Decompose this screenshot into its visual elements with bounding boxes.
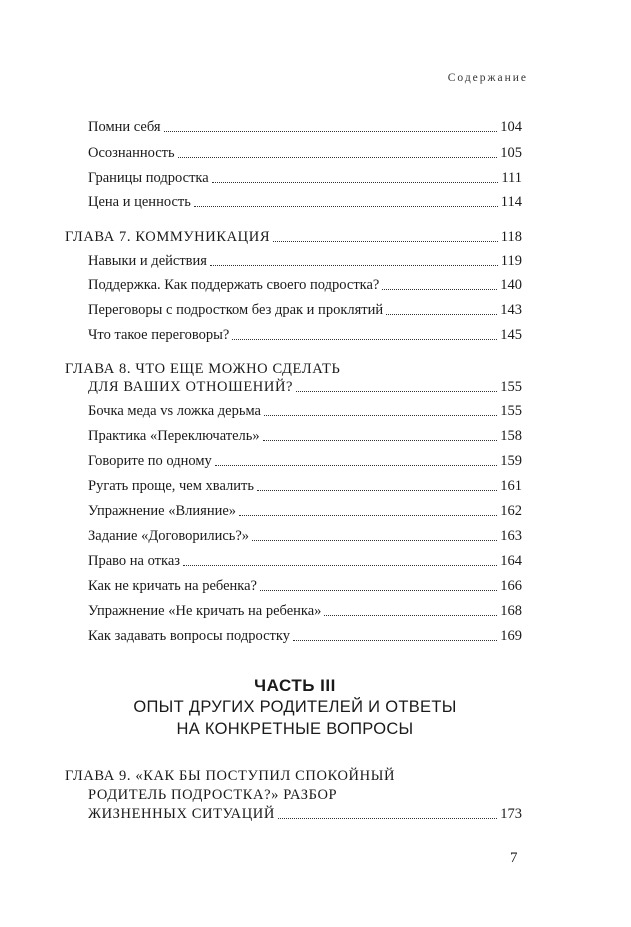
toc-entry-title: Как задавать вопросы подростку [88, 628, 290, 644]
toc-entry-page: 169 [500, 628, 522, 644]
toc-entry[interactable] [88, 169, 522, 187]
running-head: Содержание [447, 72, 528, 84]
chapter-page: 173 [500, 806, 522, 822]
leader-dots [273, 240, 498, 242]
toc-entry-title: Говорите по одному [88, 453, 212, 469]
toc-entry[interactable] [88, 326, 522, 344]
leader-dots [263, 439, 498, 441]
part-title-line2: НА КОНКРЕТНЫЕ ВОПРОСЫ [176, 720, 414, 738]
toc-entry-page: 166 [500, 578, 522, 594]
toc-entry-page: 104 [500, 119, 522, 135]
leader-dots [386, 313, 497, 315]
leader-dots [194, 205, 498, 207]
toc-chapter-8[interactable] [88, 378, 522, 396]
leader-dots [232, 338, 497, 340]
leader-dots [212, 181, 499, 183]
toc-chapter-9[interactable] [88, 805, 522, 823]
toc-entry-title: Помни себя [88, 119, 161, 135]
toc-entry[interactable] [88, 552, 522, 570]
toc-entry-title: Навыки и действия [88, 253, 207, 269]
leader-dots [264, 414, 497, 416]
leader-dots [296, 390, 497, 392]
toc-entry-page: 168 [500, 603, 522, 619]
leader-dots [215, 464, 497, 466]
chapter-9-title-line1[interactable]: ГЛАВА 9. «КАК БЫ ПОСТУПИЛ СПОКОЙНЫЙ [65, 768, 396, 784]
toc-entry[interactable] [88, 118, 522, 136]
leader-dots [252, 539, 497, 541]
chapter-page: 118 [500, 229, 522, 245]
toc-entry[interactable] [88, 301, 522, 319]
toc-entry-title: Право на отказ [88, 553, 180, 569]
leader-dots [178, 156, 498, 158]
leader-dots [324, 614, 497, 616]
toc-entry[interactable] [88, 427, 522, 445]
toc-entry-page: 105 [500, 145, 522, 161]
toc-entry-page: 162 [500, 503, 522, 519]
toc-entry-page: 140 [500, 277, 522, 293]
toc-entry-title: Цена и ценность [88, 194, 191, 210]
toc-entry-page: 145 [500, 327, 522, 343]
leader-dots [382, 288, 497, 290]
toc-entry[interactable] [88, 577, 522, 595]
toc-entry-title: Задание «Договорились?» [88, 528, 250, 544]
part-number: ЧАСТЬ III [254, 676, 336, 695]
chapter-title: ГЛАВА 7. КОММУНИКАЦИЯ [65, 229, 271, 245]
toc-entry-page: 114 [500, 194, 522, 210]
chapter-title: ЖИЗНЕННЫХ СИТУАЦИЙ [88, 806, 275, 822]
chapter-8-title-line1[interactable]: ГЛАВА 8. ЧТО ЕЩЕ МОЖНО СДЕЛАТЬ [65, 361, 341, 377]
toc-entry-page: 111 [501, 170, 522, 186]
chapter-9-title-line2[interactable]: РОДИТЕЛЬ ПОДРОСТКА?» РАЗБОР [88, 787, 338, 803]
chapter-page: 155 [500, 379, 522, 395]
chapter-title: ДЛЯ ВАШИХ ОТНОШЕНИЙ? [88, 379, 294, 395]
toc-entry[interactable] [88, 502, 522, 520]
toc-entry[interactable] [88, 144, 522, 162]
toc-entry[interactable] [88, 527, 522, 545]
toc-entry-page: 119 [500, 253, 522, 269]
toc-entry-title: Упражнение «Не кричать на ребенка» [88, 603, 322, 619]
toc-entry-page: 155 [500, 403, 522, 419]
leader-dots [257, 489, 497, 491]
page-number: 7 [510, 850, 518, 866]
leader-dots [210, 264, 498, 266]
toc-entry-page: 161 [500, 478, 522, 494]
leader-dots [239, 514, 497, 516]
toc-entry-page: 164 [500, 553, 522, 569]
toc-entry[interactable] [88, 627, 522, 645]
toc-entry-title: Границы подростка [88, 170, 209, 186]
leader-dots [293, 639, 497, 641]
toc-chapter-7[interactable] [65, 228, 522, 246]
toc-entry-page: 158 [500, 428, 522, 444]
toc-entry-title: Ругать проще, чем хвалить [88, 478, 254, 494]
toc-entry[interactable] [88, 276, 522, 294]
toc-entry[interactable] [88, 252, 522, 270]
part-title-line1: ОПЫТ ДРУГИХ РОДИТЕЛЕЙ И ОТВЕТЫ [133, 698, 457, 716]
toc-entry[interactable] [88, 402, 522, 420]
leader-dots [278, 817, 497, 819]
toc-entry-page: 159 [500, 453, 522, 469]
toc-entry[interactable] [88, 602, 522, 620]
leader-dots [183, 564, 497, 566]
toc-entry-title: Как не кричать на ребенка? [88, 578, 257, 594]
toc-entry-title: Осознанность [88, 145, 175, 161]
toc-entry-title: Практика «Переключатель» [88, 428, 260, 444]
leader-dots [260, 589, 497, 591]
toc-entry[interactable] [88, 193, 522, 211]
toc-entry-title: Поддержка. Как поддержать своего подростка? [88, 277, 380, 293]
toc-entry-title: Что такое переговоры? [88, 327, 230, 343]
toc-entry-page: 163 [500, 528, 522, 544]
toc-entry-page: 143 [500, 302, 522, 318]
toc-entry-title: Бочка меда vs ложка дерьма [88, 403, 261, 419]
leader-dots [164, 130, 498, 132]
toc-entry-title: Переговоры с подростком без драк и проклятий [88, 302, 384, 318]
toc-entry[interactable] [88, 452, 522, 470]
toc-entry-title: Упражнение «Влияние» [88, 503, 237, 519]
toc-entry[interactable] [88, 477, 522, 495]
